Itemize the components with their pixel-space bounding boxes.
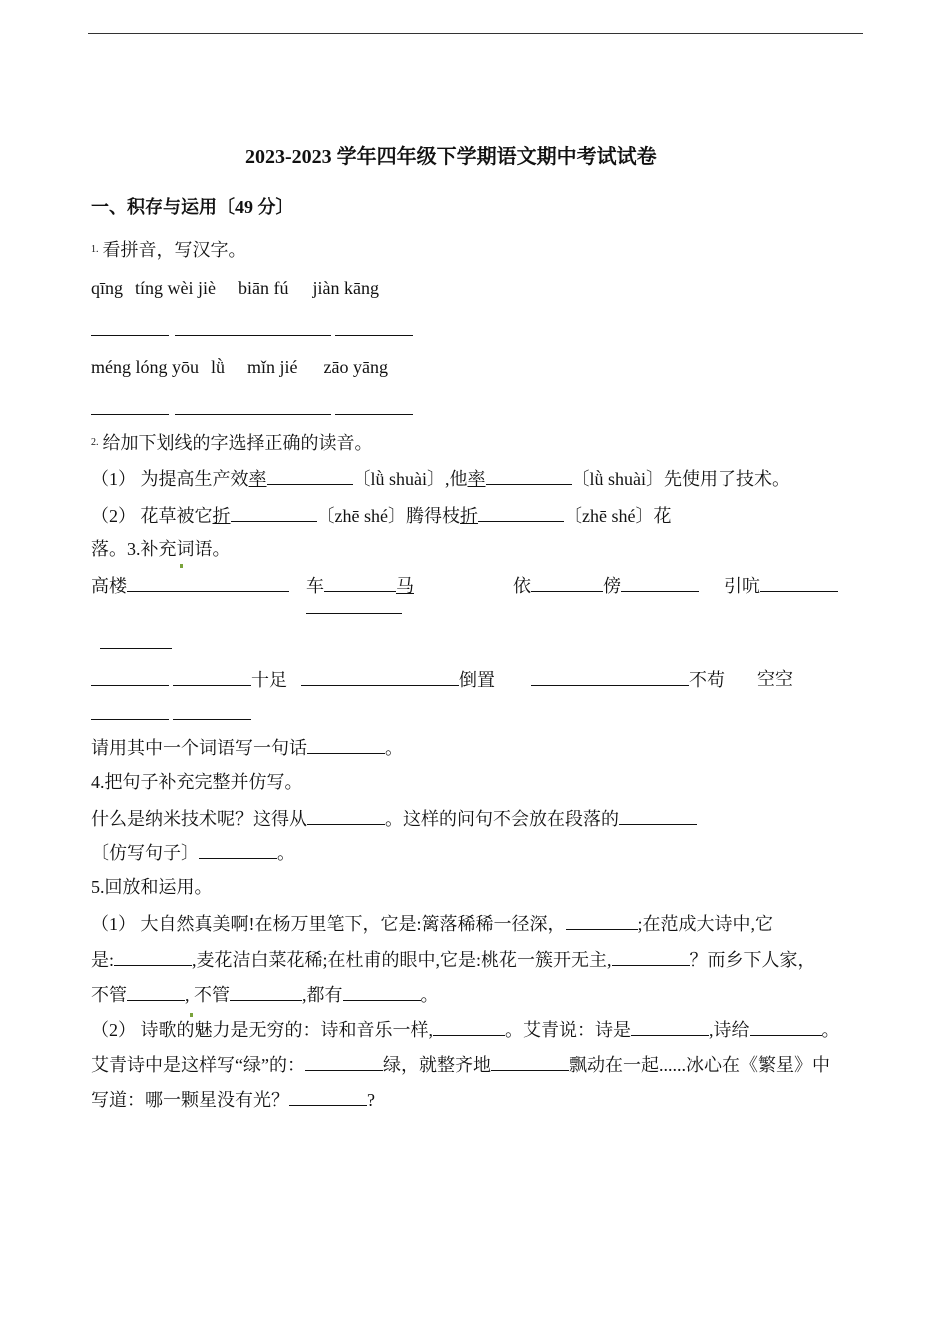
header-rule <box>88 33 863 34</box>
q5-p2-line-1 <box>91 1018 840 1041</box>
page-title: 2023-2023 学年四年级下学期语文期中考试试卷 <box>245 146 657 168</box>
q3-row-1-wrap <box>306 596 402 619</box>
q3-row-1-d <box>724 574 838 597</box>
word-text: 车 <box>306 576 324 596</box>
q3-sentence <box>91 736 403 759</box>
sentence-text: 。 <box>821 1020 840 1040</box>
answer-blank[interactable] <box>307 807 385 825</box>
answer-blank[interactable] <box>621 574 699 592</box>
answer-blank[interactable] <box>531 574 603 592</box>
answer-blank[interactable] <box>631 1018 709 1036</box>
answer-blank[interactable] <box>335 397 413 415</box>
q3-row-1-c <box>513 574 699 597</box>
sentence-text: 。 <box>385 738 403 758</box>
answer-blank[interactable] <box>491 1053 569 1071</box>
answer-blank[interactable] <box>253 318 331 336</box>
pinyin: méng lóng yōu <box>91 357 199 377</box>
word-text: 高楼 <box>91 576 127 596</box>
answer-blank[interactable] <box>305 1053 383 1071</box>
word-text: 倒置 <box>459 670 495 690</box>
answer-blank[interactable] <box>433 1018 505 1036</box>
pinyin: lǜ <box>211 357 226 377</box>
question-5: 5.回放和运用。 <box>91 877 213 897</box>
word-text: 引吭 <box>724 576 760 596</box>
answer-blank[interactable] <box>173 668 251 686</box>
answer-blank[interactable] <box>230 983 302 1001</box>
underlined-char: 折 <box>459 506 478 526</box>
q4-line-1 <box>91 807 697 830</box>
sentence-text: 。 <box>277 843 295 863</box>
q3-row-3-d <box>757 668 793 690</box>
word-text: 马 <box>396 576 414 596</box>
q3-row-3-c <box>531 668 725 691</box>
pinyin-options: 〔zhē shé〕 <box>563 506 654 526</box>
answer-blank[interactable] <box>566 912 638 930</box>
sentence-text: 腾得枝 <box>405 506 460 526</box>
answer-blank[interactable] <box>760 574 838 592</box>
answer-blank[interactable] <box>173 702 251 720</box>
q3-row-3-b <box>301 668 495 691</box>
sentence-text: （1） 为提高生产效 <box>91 469 249 489</box>
sentence-text: 〔仿写句子〕 <box>91 843 199 863</box>
q5-p1-line-3 <box>91 983 439 1006</box>
pinyin: biān fú <box>238 278 289 298</box>
word-text: 十足 <box>251 670 287 690</box>
q3-row-2-wrap <box>100 631 172 654</box>
pinyin: qīng <box>91 278 124 298</box>
answer-blank[interactable] <box>231 504 317 522</box>
question-number: 2. <box>91 437 99 448</box>
q4-line-2 <box>91 841 295 864</box>
answer-blank[interactable] <box>91 668 169 686</box>
q5-p2-line-2 <box>91 1053 830 1076</box>
answer-blank[interactable] <box>175 318 253 336</box>
pinyin: tíng wèi jiè <box>135 278 216 298</box>
sentence-text: 艾青诗中是这样写“绿”的： <box>91 1055 305 1075</box>
answer-blank[interactable] <box>478 504 564 522</box>
q2-sentence-1 <box>91 467 790 490</box>
pinyin-row-2 <box>91 356 388 378</box>
sentence-text: 。这样的问句不会放在段落的 <box>385 809 619 829</box>
answer-blank[interactable] <box>301 668 459 686</box>
answer-blank[interactable] <box>100 631 172 649</box>
word-text: 傍 <box>603 576 621 596</box>
sentence-text: , 不管 <box>185 985 230 1005</box>
pinyin-options: 〔zhē shé〕 <box>316 506 406 526</box>
sentence-text: ,他 <box>445 469 468 489</box>
pinyin: zāo yāng <box>323 357 388 377</box>
pinyin-row-1 <box>91 277 379 299</box>
q5-p1-line-2 <box>91 948 816 971</box>
answer-blank[interactable] <box>91 702 169 720</box>
underlined-char: 率 <box>467 469 486 489</box>
q3-row-1 <box>91 574 289 597</box>
sentence-text: 。艾青说：诗是 <box>505 1020 631 1040</box>
underlined-char: 折 <box>212 506 231 526</box>
answer-blank[interactable] <box>335 318 413 336</box>
question-text: 看拼音，写汉字。 <box>102 240 247 260</box>
underlined-char: 率 <box>248 469 267 489</box>
answer-blank[interactable] <box>175 397 253 415</box>
pinyin-options: 〔lǜ shuài〕 <box>571 469 664 489</box>
word-text: 不苟 <box>689 670 725 690</box>
answer-blank[interactable] <box>199 841 277 859</box>
answer-blank[interactable] <box>531 668 689 686</box>
sentence-text: 。 <box>420 985 439 1005</box>
answer-blank[interactable] <box>619 807 697 825</box>
answer-blank[interactable] <box>750 1018 822 1036</box>
word-text: 空空 <box>757 669 793 689</box>
answer-blank[interactable] <box>267 467 353 485</box>
sentence-text: ？而乡下人家， <box>689 950 816 970</box>
answer-blank[interactable] <box>91 318 169 336</box>
sentence-text: 花 <box>653 506 672 526</box>
green-mark <box>180 564 183 568</box>
answer-blank[interactable] <box>253 397 331 415</box>
pinyin: jiàn kāng <box>312 278 379 298</box>
sentence-text: 绿，就整齐地 <box>382 1055 491 1075</box>
question-text: 给加下划线的字选择正确的读音。 <box>102 433 373 453</box>
sentence-text: 请用其中一个词语写一句话 <box>91 738 307 758</box>
answer-blanks-row-2 <box>91 397 413 420</box>
question-number: 1. <box>91 244 99 255</box>
q5-p1-line-1 <box>91 912 773 935</box>
word-text: 依 <box>513 576 531 596</box>
sentence-text: 是: <box>91 950 115 970</box>
q2-sentence-2 <box>91 504 671 527</box>
answer-blank[interactable] <box>289 1088 367 1106</box>
answer-blank[interactable] <box>324 574 396 592</box>
question-2 <box>91 432 373 454</box>
sentence-text: 写道：哪一颗星没有光？ <box>91 1090 289 1110</box>
q3-row-4 <box>91 702 251 725</box>
pinyin-options: 〔lǜ shuài〕 <box>352 469 445 489</box>
section-heading: 一、积存与运用〔49 分〕 <box>91 197 294 217</box>
answer-blanks-row-1 <box>91 318 413 341</box>
sentence-text: ,诗给 <box>709 1020 750 1040</box>
answer-blank[interactable] <box>486 467 572 485</box>
sentence-text: ? <box>367 1090 375 1110</box>
q2-sentence-2-cont: 落。3.补充词语。 <box>91 539 231 559</box>
question-1 <box>91 239 247 261</box>
q3-row-1-b <box>306 574 414 597</box>
sentence-text: （1） 大自然真美啊!在杨万里笔下，它是:篱落稀稀一径深， <box>91 914 566 934</box>
answer-blank[interactable] <box>307 736 385 754</box>
sentence-text: （2） 花草被它 <box>91 506 213 526</box>
sentence-text: ;在范成大诗中,它 <box>637 914 774 934</box>
answer-blank[interactable] <box>306 596 402 614</box>
answer-blank[interactable] <box>127 574 289 592</box>
answer-blank[interactable] <box>127 983 185 1001</box>
q3-row-3 <box>91 668 287 691</box>
answer-blank[interactable] <box>114 948 192 966</box>
answer-blank[interactable] <box>91 397 169 415</box>
question-4: 4.把句子补充完整并仿写。 <box>91 772 303 792</box>
sentence-text: ,麦花洁白菜花稀;在杜甫的眼中,它是:桃花一簇开无主, <box>192 950 612 970</box>
answer-blank[interactable] <box>343 983 421 1001</box>
sentence-text: （2） 诗歌的魅力是无穷的：诗和音乐一样, <box>91 1020 433 1040</box>
sentence-text: 飘动在一起......冰心在《繁星》中 <box>568 1055 830 1075</box>
sentence-text: 什么是纳米技术呢？这得从 <box>91 809 307 829</box>
sentence-text: ,都有 <box>302 985 343 1005</box>
sentence-text: 先使用了技术。 <box>664 469 790 489</box>
sentence-text: 不管 <box>91 985 127 1005</box>
pinyin: mǐn jié <box>247 357 298 377</box>
answer-blank[interactable] <box>612 948 690 966</box>
q5-p2-line-3 <box>91 1088 375 1111</box>
green-mark <box>190 1013 193 1017</box>
